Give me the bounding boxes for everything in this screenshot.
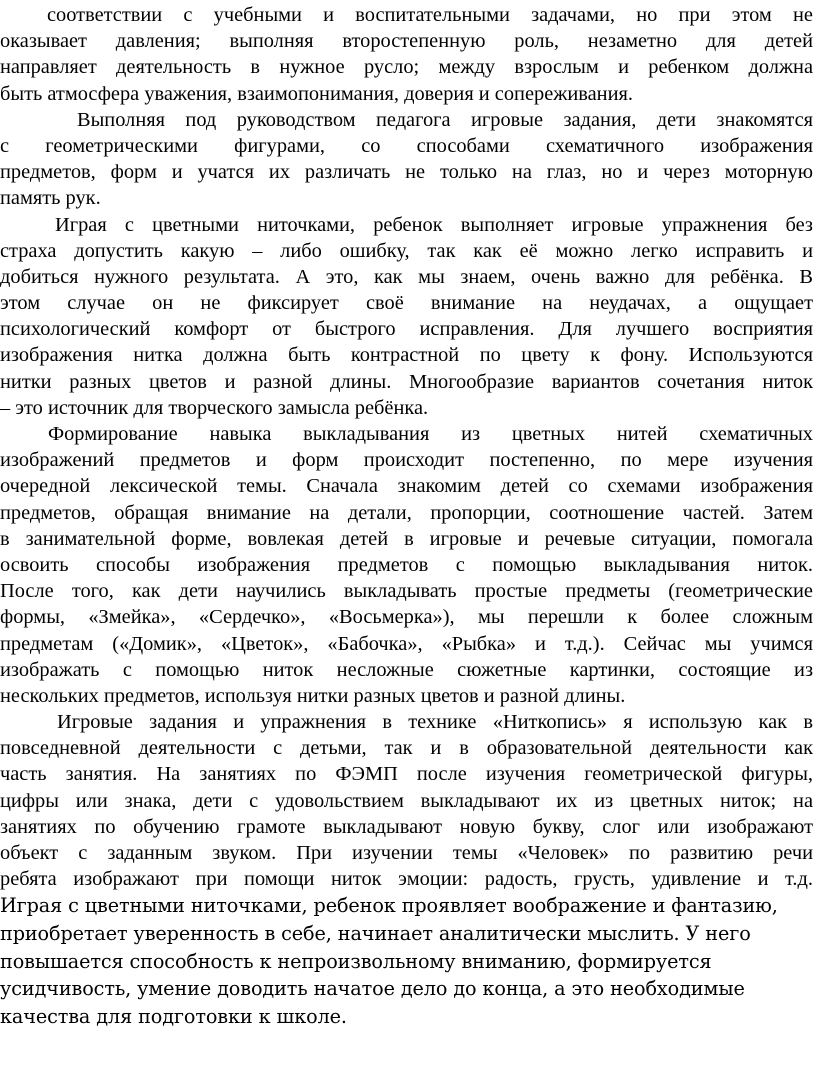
text-line: качества для подготовки к школе.: [0, 1004, 347, 1028]
paragraph-3: [0, 212, 813, 422]
text-line: После того, как дети научились выкладывать простые предметы (геометрические: [0, 580, 813, 603]
text-line: изображать с помощью ниток несложные сюжетные картинки, состоящие из: [0, 658, 813, 681]
text-line: психологический комфорт от быстрого исправления. Для лучшего восприятия: [0, 318, 813, 341]
text-line: Выполняя под руководством педагога игровые задания, дети знакомятся: [77, 108, 813, 131]
paragraph-2: [0, 107, 813, 212]
text-line: Формирование навыка выкладывания из цветных нитей схематичных: [48, 423, 813, 445]
paragraph-1: [0, 2, 813, 107]
text-line: этом случае он не фиксирует своё внимание на неудачах, а ощущает: [0, 292, 813, 315]
text-line: приобретает уверенность в себе, начинает аналитически мыслить. У него: [0, 921, 751, 945]
text-line: повышается способность к непроизвольному вниманию, формируется: [0, 949, 712, 973]
text-line: – это источник для творческого замысла ребёнка.: [0, 396, 429, 419]
text-line: изображения нитка должна быть контрастной по цвету к фону. Используются: [0, 344, 813, 367]
text-line: добиться нужного результата. А это, как мы знаем, очень важно для ребёнка. В: [0, 265, 813, 288]
document-page: [0, 2, 816, 1091]
text-line: цифры или знака, дети с удовольствием выкладывают их из цветных ниток; на: [0, 789, 813, 812]
text-line: ребята изображают при помощи ниток эмоции: радость, грусть, удивление и т.д.: [0, 868, 813, 891]
text-line: предметов, форм и учатся их различать не только на глаз, но и через моторную: [0, 161, 813, 184]
text-line: оказывает давления; выполняя второстепенную роль, незаметно для детей: [0, 30, 813, 53]
text-line: страха допустить какую – либо ошибку, так как её можно легко исправить и: [0, 239, 813, 262]
paragraph-4: [0, 421, 813, 709]
text-line: освоить способы изображения предметов с помощью выкладывания ниток.: [0, 553, 813, 576]
text-line: Играя с цветными ниточками, ребенок проявляет воображение и фантазию,: [0, 894, 778, 918]
text-line: с геометрическими фигурами, со способами схематичного изображения: [0, 134, 813, 157]
text-line: Играя с цветными ниточками, ребенок выполняет игровые упражнения без: [55, 213, 813, 236]
text-line: очередной лексической темы. Сначала знакомим детей со схемами изображения: [0, 475, 813, 498]
text-line: в занимательной форме, вовлекая детей в игровые и речевые ситуации, помогала: [0, 527, 813, 550]
text-line: усидчивость, умение доводить начатое дело до конца, а это необходимые: [0, 977, 745, 1001]
text-line: формы, «Змейка», «Сердечко», «Восьмерка»), мы перешли к более сложным: [0, 606, 813, 629]
text-line: объект с заданным звуком. При изучении темы «Человек» по развитию речи: [0, 842, 813, 864]
text-line: Игровые задания и упражнения в технике «Ниткопись» я использую как в: [57, 711, 813, 734]
text-line: предметов, обращая внимание на детали, пропорции, соотношение частей. Затем: [0, 501, 813, 524]
text-line: направляет деятельность в нужное русло; между взрослым и ребенком должна: [0, 56, 813, 79]
text-line: нескольких предметов, используя нитки разных цветов и разной длины.: [0, 684, 626, 707]
text-line: занятиях по обучению грамоте выкладывают новую букву, слог или изображают: [0, 815, 813, 838]
text-line: часть занятия. На занятиях по ФЭМП после изучения геометрической фигуры,: [0, 763, 813, 786]
text-line: быть атмосфера уважения, взаимопонимания, доверия и сопереживания.: [0, 82, 633, 105]
text-line: нитки разных цветов и разной длины. Многообразие вариантов сочетания ниток: [0, 370, 813, 393]
text-line: память рук.: [0, 187, 101, 210]
text-line: повседневной деятельности с детьми, так и в образовательной деятельности как: [0, 737, 813, 760]
text-line: предметам («Домик», «Цветок», «Бабочка», «Рыбка» и т.д.). Сейчас мы учимся: [0, 632, 813, 655]
text-line: изображений предметов и форм происходит постепенно, по мере изучения: [0, 449, 813, 472]
text-line: соответствии с учебными и воспитательными задачами, но при этом не: [47, 4, 813, 26]
paragraph-5: [0, 709, 813, 1030]
